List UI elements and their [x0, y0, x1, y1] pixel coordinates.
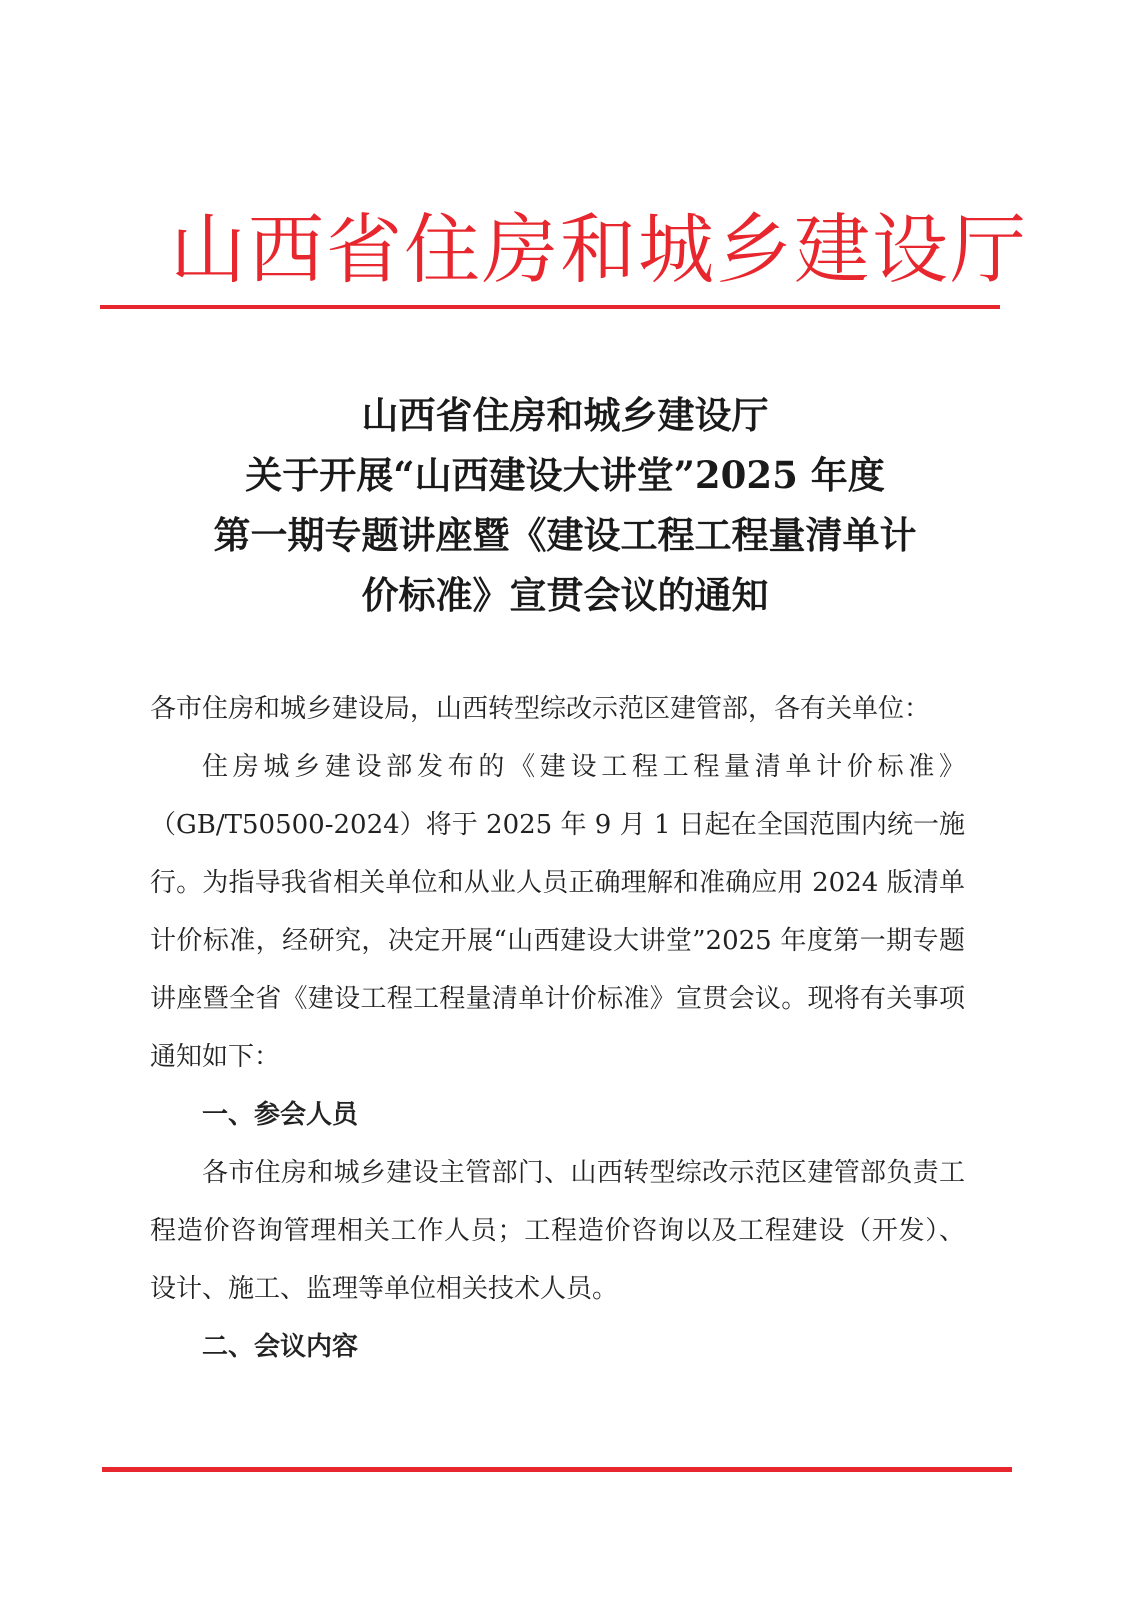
- title-line-2: 关于开展“山西建设大讲堂”2025 年度: [245, 453, 885, 497]
- section-heading-content: 二、会议内容: [202, 1332, 359, 1362]
- intro-paragraph: 住房城乡建设部发布的《建设工程工程量清单计价标准》（GB/T50500-2024）将于 2025 年 9 月 1 日起在全国范围内统一施行。为指导我省相关单位和从业人员正确理解和准确应用 2024 版清单计价标准，经研究，决定开展“山西建设大讲堂”2025 年度第一期专题讲座暨全省《建设工程工程量清单计价标准》宣贯会议。现将有关事项通知如下：: [150, 752, 965, 1072]
- title-line-4: 价标准》宣贯会议的通知: [361, 573, 769, 617]
- masthead-red-rule: [100, 305, 1000, 309]
- section-heading-attendees: 一、参会人员: [202, 1100, 359, 1130]
- title-line-3: 第一期专题讲座暨《建设工程工程量清单计: [213, 513, 917, 557]
- document-body: [150, 680, 965, 1376]
- title-line-1: 山西省住房和城乡建设厅: [361, 393, 769, 437]
- document-title: [100, 385, 1030, 625]
- masthead-org-name: 山西省住房和城乡建设厅: [170, 205, 1028, 294]
- attendees-paragraph: 各市住房和城乡建设主管部门、山西转型综改示范区建管部负责工程造价咨询管理相关工作人员；工程造价咨询以及工程建设（开发）、设计、施工、监理等单位相关技术人员。: [150, 1158, 965, 1304]
- footer-red-rule: [102, 1467, 1012, 1472]
- salutation: 各市住房和城乡建设局，山西转型综改示范区建管部，各有关单位：: [150, 694, 931, 724]
